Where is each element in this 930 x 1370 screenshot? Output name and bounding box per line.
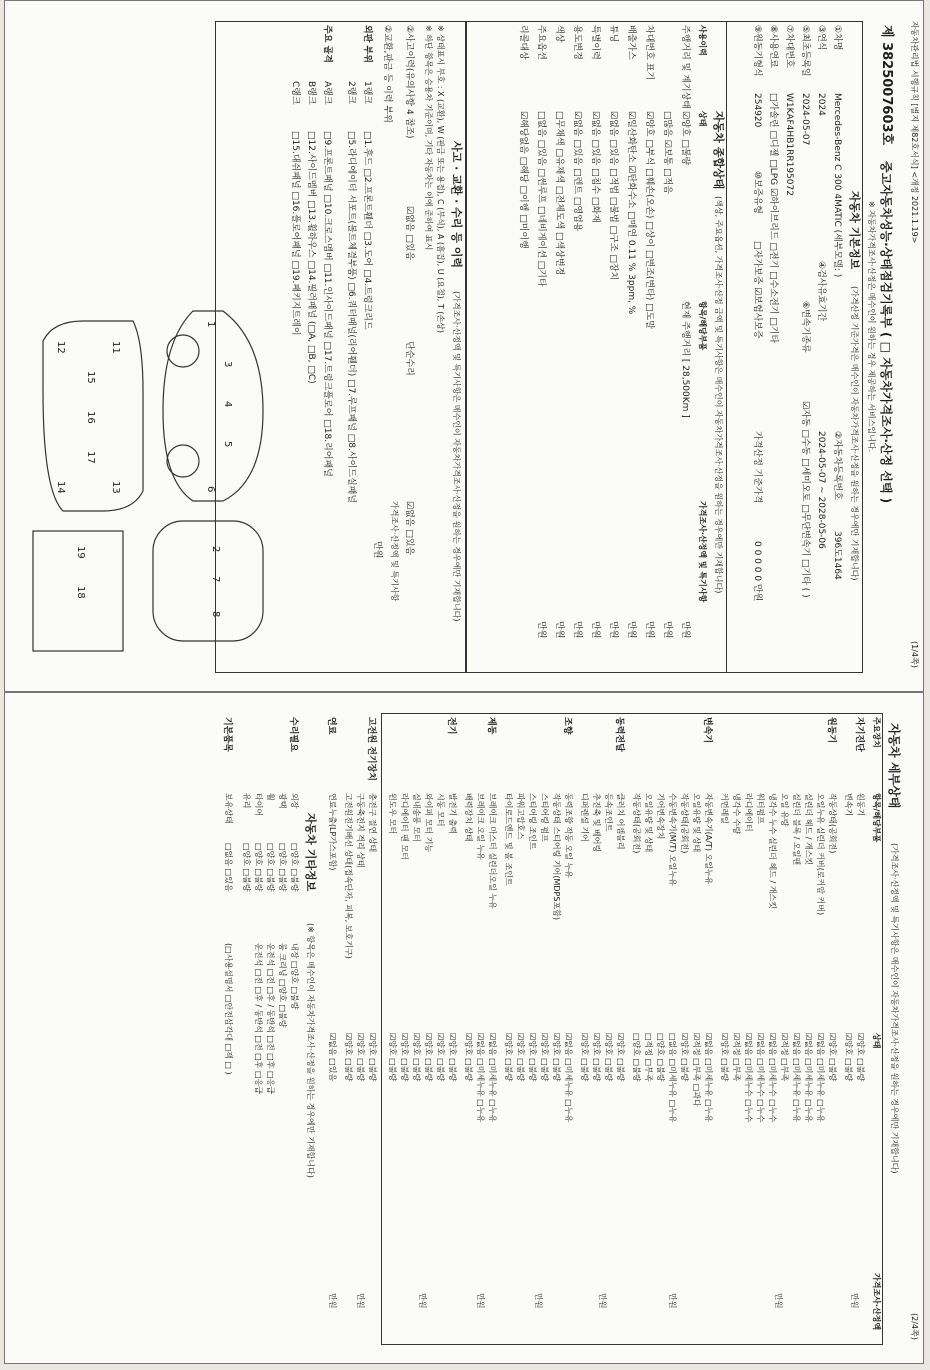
diagram-label: 7 bbox=[210, 576, 221, 583]
price-note-label: 가격조사·산정액 및 특기사항 bbox=[390, 501, 399, 602]
section-state: ☑없음 □미세누유 □누유 bbox=[804, 1033, 813, 1123]
section-part: 시동 모터 bbox=[436, 793, 445, 827]
section-part: 변속기 bbox=[844, 793, 853, 817]
column-amount: 가격조사·산정액 bbox=[872, 1273, 881, 1331]
column-state: 상태 bbox=[698, 111, 707, 127]
column-device: 주요장치 bbox=[872, 717, 881, 748]
summary-row-label: 주요옵션 bbox=[536, 25, 546, 60]
section-part: 동력조향 작동 오일 누유 bbox=[564, 793, 573, 878]
diagram-label: 16 bbox=[85, 411, 96, 424]
summary-row-status: ☑없음 □있음 □침수 □화재 bbox=[590, 111, 600, 223]
section-part: 실린더 블록 / 오일팬 bbox=[792, 793, 801, 866]
car-wheel bbox=[167, 445, 199, 477]
part-grade: 1랭크 bbox=[362, 81, 372, 105]
other-state: □양호 □불량 bbox=[242, 843, 251, 892]
summary-row-note: 만원 bbox=[662, 621, 672, 639]
summary-row-note: 만원 bbox=[644, 621, 654, 639]
section-part: 워터펌프 bbox=[756, 793, 765, 824]
value-registration-no: 396도1464 bbox=[832, 531, 842, 580]
section-part: 수동변속기(M/T) 오일누유 bbox=[668, 793, 677, 886]
section-state: ☑양호 □불량 bbox=[400, 1033, 409, 1082]
value-base-price: 0 0 0 0 0 만원 bbox=[752, 541, 762, 602]
section-state: ☑양호 □불량 bbox=[464, 1033, 473, 1082]
diagram-label: 5 bbox=[222, 441, 233, 448]
column-part: 항목/해당부품 bbox=[698, 301, 707, 351]
basic-info-heading: 자동차 기본정보 bbox=[848, 191, 861, 270]
section-state: ☑양호 □불량 bbox=[604, 1033, 613, 1082]
label-engine-type: ⑨원동기형식 bbox=[752, 25, 762, 77]
other-state: □양호 □불량 bbox=[254, 843, 263, 892]
other-detail: 운전석 □전 □후 / 동반석 □전 □후 □응급 bbox=[266, 943, 275, 1095]
label-warranty: ⑩보증유형 bbox=[752, 171, 762, 214]
section-state: ☑없음 □미세누유 □누유 bbox=[704, 1033, 713, 1123]
section-state: ☑양호 □불량 bbox=[540, 1033, 549, 1082]
value-year: 2024 bbox=[816, 93, 826, 116]
value-inspection-period: 2024-05-07 ~ 2028-05-06 bbox=[816, 431, 826, 549]
other-part: 보유상태 bbox=[224, 793, 233, 824]
diagram-label: 1 bbox=[205, 321, 216, 328]
section-state: ☑양호 □불량 bbox=[580, 1033, 589, 1082]
summary-row-status: ☑양호 □불량 bbox=[680, 111, 690, 166]
diagram-label: 15 bbox=[85, 371, 96, 384]
section-state: ☑양호 □불량 bbox=[412, 1033, 421, 1082]
section-state: ☑양호 □불량 bbox=[424, 1033, 433, 1082]
section-part: 브레이크 오일 누유 bbox=[476, 793, 485, 860]
summary-row-status: ☑일산화탄소 ☑탄화수소 □매연 0.11 % 3ppm, % bbox=[626, 111, 636, 315]
diagram-label: 4 bbox=[222, 401, 233, 408]
section-amount: 만원 bbox=[356, 1293, 365, 1309]
section-state: ☑양호 □불량 bbox=[844, 1033, 853, 1082]
section-part: 작동상태 스티어링 기어(MDPS포함) bbox=[552, 793, 561, 921]
section-part: 원동기 bbox=[856, 793, 865, 817]
page-1-content bbox=[5, 1, 923, 691]
section-state: ☑없음 □미세누수 □누수 bbox=[744, 1033, 753, 1123]
section-state: ☑없음 □미세누수 □누수 bbox=[756, 1033, 765, 1123]
diagram-label: 2 bbox=[210, 546, 221, 553]
section-name: 원동기 bbox=[826, 717, 836, 744]
summary-row-label: 용도변경 bbox=[572, 25, 582, 60]
section-state: ☑양호 □불량 bbox=[616, 1033, 625, 1082]
other-row-label: 수리필요 bbox=[288, 717, 298, 752]
part-items: □1.후드 □2.프론트휀더 □3.도어 □4.트렁크리드 bbox=[362, 131, 372, 330]
other-detail: 룸 크리닝 □양호 □불량 bbox=[278, 943, 287, 1028]
page-number: (1/4쪽) bbox=[910, 641, 919, 668]
part-items: □9.프론트패널 □10.크로스멤버 □11.인사이드패널 □17.트렁크플로어 □18.리어패널 bbox=[322, 131, 332, 477]
section-part: 충전구 절연 상태 bbox=[368, 793, 377, 853]
section-state: ☑양호 □불량 bbox=[368, 1033, 377, 1082]
column-part: 항목/해당부품 bbox=[872, 793, 881, 843]
section-part: 연료누출(LP가스포함) bbox=[328, 793, 337, 871]
section-state: ☑없음 □미세누유 □누유 bbox=[564, 1033, 573, 1123]
summary-row-label: 배출가스 bbox=[626, 25, 636, 60]
section-state: ☑없음 □미세누유 □누유 bbox=[476, 1033, 485, 1123]
vehicle-note: ※ 하단 항목은 승용차 기준이며, 기타 자동차는 이에 준하여 표시 bbox=[424, 25, 433, 251]
section-amount: 만원 bbox=[668, 1293, 677, 1309]
value-engine-type: 254920 bbox=[752, 93, 762, 128]
part-grade: C랭크 bbox=[290, 81, 300, 105]
label-inspection-period: ④검사유효기간 bbox=[816, 261, 826, 322]
section-part: 등속조인트 bbox=[604, 793, 613, 832]
section-part: 자동변속기(A/T) 오일누유 bbox=[704, 793, 713, 885]
section-name: 동력전달 bbox=[614, 717, 624, 752]
diagram-label: 18 bbox=[75, 586, 86, 599]
section-name: 전기 bbox=[446, 717, 456, 735]
page-1-sheet bbox=[4, 0, 924, 692]
section-name: 변속기 bbox=[702, 717, 712, 744]
section-name: 연료 bbox=[326, 717, 336, 735]
car-side-outline bbox=[163, 311, 263, 501]
section-part: 작동상태(공회전) bbox=[828, 793, 837, 854]
section-name: 고전원 전기장치 bbox=[366, 717, 376, 781]
part-grade: A랭크 bbox=[322, 81, 332, 105]
section-state: ☑없음 □미세누유 □누유 bbox=[816, 1033, 825, 1123]
section-name: 자기진단 bbox=[854, 717, 864, 752]
section-part: 오일 유량 bbox=[780, 793, 789, 827]
section-part: 브레이크 마스터 실린더오일 누유 bbox=[488, 793, 497, 909]
car-wheel bbox=[167, 335, 199, 367]
section-state: ☑양호 □불량 bbox=[504, 1033, 513, 1082]
summary-row-note: 만원 bbox=[680, 621, 690, 639]
summary-row-status: ☑양호 □부식 □훼손(오손) □상이 □변조(변타) □도말 bbox=[644, 111, 654, 330]
part-rank: 외판 부위 bbox=[362, 25, 372, 63]
section-state: ☑없음 □미세누유 □누유 bbox=[488, 1033, 497, 1123]
basic-info-note: (가격산정 기준가격은 매수인이 자동차가격조사·산정을 원하는 경우에만 기재합니다) bbox=[850, 286, 859, 581]
label-base-price: 가격산정 기준가격 bbox=[752, 431, 762, 504]
section-name: 조향 bbox=[562, 717, 572, 735]
section-amount: 만원 bbox=[476, 1293, 485, 1309]
section-part: 오일유량 및 상태 bbox=[644, 793, 653, 853]
accident-heading: 사고 · 교환 · 수리 등 이력 bbox=[450, 141, 463, 268]
summary-row-label: 색상 bbox=[554, 25, 564, 43]
top-legal-note: 자동차관리법 시행규칙 [별지 제82호서식] <개정 2021.1.19> bbox=[910, 21, 919, 244]
diagram-label: 17 bbox=[85, 451, 96, 464]
section-state: ☑양호 □불량 bbox=[436, 1033, 445, 1082]
section-part: 타이로드엔드 및 볼 조인트 bbox=[504, 793, 513, 886]
section-amount: 만원 bbox=[328, 1293, 337, 1309]
exchange-heading: ②교환,판금 등 이력 부위 bbox=[382, 25, 392, 123]
section-state: ☑없음 □미세누수 □누수 bbox=[768, 1033, 777, 1123]
section-part: 클러치 어셈블리 bbox=[616, 793, 625, 850]
section-part: 냉각수 누수 실린더 헤드 / 개스킷 bbox=[768, 793, 777, 909]
section-part: 구동축전지 격리 상태 bbox=[356, 793, 365, 868]
part-rank: 주요 골격 bbox=[322, 25, 332, 63]
label-car-name: ①차명 bbox=[832, 25, 842, 51]
section-state: ☑적정 □부족 bbox=[780, 1033, 789, 1082]
other-part: 외장 bbox=[290, 793, 299, 809]
section-part: 윈도우 모터 bbox=[388, 793, 397, 835]
section-state: ☑적정 □부족 □과다 bbox=[692, 1033, 701, 1107]
section-part: 작동상태(공회전) bbox=[632, 793, 641, 854]
detail-heading: 자동차 세부상태 bbox=[887, 723, 901, 809]
page-number: (2/4쪽) bbox=[910, 1313, 919, 1340]
section-state: ☑양호 □불량 bbox=[516, 1033, 525, 1082]
section-state: ☑적정 □부족 bbox=[732, 1033, 741, 1082]
value-car-name: Mercedes-Benz C 300 4MATIC (세부모델: ) bbox=[832, 93, 842, 278]
other-part: 휠 bbox=[266, 793, 275, 801]
car-top-outline bbox=[153, 521, 263, 641]
value-first-registration: 2024-05-07 bbox=[800, 93, 810, 146]
document-subtitle: ※ 자동차가격조사·산정은 매수인이 원하는 경우 제공하는 서비스입니다. bbox=[867, 201, 876, 453]
summary-row-label: 차대번호 표기 bbox=[644, 25, 654, 81]
part-items: □15.대쉬패널 □16.플로어패널 □19.패키지트레이 bbox=[290, 131, 300, 336]
section-state: ☑양호 □불량 bbox=[828, 1033, 837, 1082]
other-part: 유리 bbox=[242, 793, 251, 809]
section-part: 스티어링 조인트 bbox=[528, 793, 537, 850]
section-part: 디퍼렌셜 기어 bbox=[580, 793, 589, 842]
diagram-label: 19 bbox=[75, 546, 86, 559]
section-part: 와이퍼 모터 기능 bbox=[424, 793, 433, 853]
section-part: 커먼레일 bbox=[720, 793, 729, 824]
summary-row-note: 만원 bbox=[572, 621, 582, 639]
other-detail: (□사용설명서 □안전삼각대 □잭 □ ) bbox=[224, 943, 233, 1075]
document-title: 중고자동차성능·상태점검기록부 ( □ 자동차가격조사·산정 선택 ) bbox=[879, 161, 893, 504]
part-grade: B랭크 bbox=[306, 81, 316, 105]
accident-heading-note: (가격조사·산정액 및 특기사항은 매수인이 자동차가격조사·산정을 원하는 경우에만 기재합니다) bbox=[452, 291, 461, 622]
accident-history-label: ②사고이력(유의사항 4 참조) bbox=[404, 25, 414, 139]
other-state: □양호 □불량 bbox=[278, 843, 287, 892]
section-part: 파워고압호스 bbox=[516, 793, 525, 840]
section-state: ☑양호 □불량 bbox=[720, 1033, 729, 1082]
label-fuel: ⑧사용연료 bbox=[768, 25, 778, 68]
section-part: 발전기 출력 bbox=[448, 793, 457, 835]
symbol-note: ※ 상태표시 부호 : X (교환), W (판금 또는 용접), C (부식), A (흠집), U (요철), T (손상) bbox=[436, 25, 445, 334]
other-part: 타이어 bbox=[254, 793, 263, 817]
document-number: 제 3825007603호 bbox=[879, 25, 894, 146]
section-state: ☑양호 □불량 bbox=[388, 1033, 397, 1082]
price-unit: 만원 bbox=[372, 541, 382, 559]
value-transmission: ☑자동 □수동 □세미오토 □무단변속기 □기타 ( ) bbox=[800, 401, 810, 598]
detail-heading-note: (가격조사·산정액 및 특기사항은 매수인이 자동차가격조사·산정을 원하는 경우에만 기재합니다) bbox=[890, 843, 899, 1174]
summary-row-note: 만원 bbox=[554, 621, 564, 639]
part-items: □5.라디에이터 서포트(볼트체결부품) □6.쿼터패널(리어휀더) □7.루프패널 □8.사이드실패널 bbox=[346, 131, 356, 504]
section-part: 실린더 헤드 / 개스킷 bbox=[804, 793, 813, 866]
label-transmission: ⑥변속기종류 bbox=[800, 301, 810, 353]
section-state: ☑양호 □불량 bbox=[356, 1033, 365, 1082]
section-state: ☑양호 □불량 bbox=[680, 1033, 689, 1082]
value-warranty: □자가보증 ☑보험사보증 bbox=[752, 241, 762, 339]
section-part: 고전원전기배선 상태(접속단자, 피복, 보호기구) bbox=[344, 793, 353, 959]
diagram-label: 12 bbox=[55, 341, 66, 354]
column-state: 상태 bbox=[872, 1033, 881, 1049]
label-registration-no: ②자동차등록번호 bbox=[832, 431, 842, 500]
section-state: □양호 □불량 bbox=[632, 1033, 641, 1082]
status-summary-note: (색상, 주요옵션, 가격조사·산정 금액 및 특기사항은 매수인이 자동차가격조사·산정을 원하는 경우에만 기재합니다) bbox=[714, 196, 723, 594]
section-state: ☑양호 □불량 bbox=[528, 1033, 537, 1082]
section-amount: 만원 bbox=[534, 1293, 543, 1309]
section-state: ☑없음 □미세누유 □누유 bbox=[792, 1033, 801, 1123]
part-grade: 2랭크 bbox=[346, 81, 356, 105]
summary-row-status: □많음 ☑보통 □적음 bbox=[662, 111, 672, 194]
car-diagram bbox=[13, 301, 283, 671]
section-part: 스티어링 펌프 bbox=[540, 793, 549, 842]
section-amount: 만원 bbox=[418, 1293, 427, 1309]
summary-row-status: □무채색 □유채색 □전체도색 □색상변경 bbox=[554, 111, 564, 276]
other-state: □양호 □불량 bbox=[266, 843, 275, 892]
section-state: ☑양호 □불량 bbox=[856, 1033, 865, 1082]
status-summary-heading: 자동차 종합상태 bbox=[712, 111, 725, 190]
other-row-label: 기본품목 bbox=[222, 717, 232, 752]
summary-row-status: □없음 □있음 □썬루프 □네비게이션 □기타 bbox=[536, 111, 546, 287]
label-first-registration: ⑤최초등록일 bbox=[800, 25, 810, 77]
label-year: ③연식 bbox=[816, 25, 826, 51]
section-state: ☑양호 □불량 bbox=[552, 1033, 561, 1082]
other-detail: 운전석 □전 □후 / 동반석 □전 □후 □응급 bbox=[254, 943, 263, 1095]
diagram-label: 13 bbox=[110, 481, 121, 494]
section-part: 오일누유 실린더 커버(로커암 커버) bbox=[816, 793, 825, 916]
summary-row-detail: 현재 주행거리 [ 28,500Km ] bbox=[680, 301, 690, 418]
summary-row-status: ☑해당없음 □해당 □이행 □미이행 bbox=[518, 111, 528, 249]
other-part: 광택 bbox=[278, 793, 287, 809]
section-state: ☑양호 □불량 bbox=[448, 1033, 457, 1082]
section-amount: 만원 bbox=[774, 1293, 783, 1309]
summary-row-label: 리콜대상 bbox=[518, 25, 528, 60]
section-part: 배력장치 상태 bbox=[464, 793, 473, 842]
section-state: □양호 □불량 bbox=[656, 1033, 665, 1082]
section-name: 제동 bbox=[486, 717, 496, 735]
summary-row-label: 튜닝 bbox=[608, 25, 618, 43]
value-vin: W1KAF4HB1RR195072 bbox=[784, 93, 794, 196]
summary-row-note: 만원 bbox=[590, 621, 600, 639]
column-price: 가격조사·산정액 및 특기사항 bbox=[698, 501, 707, 603]
section-state: □적정 □부족 bbox=[644, 1033, 653, 1082]
section-amount: 만원 bbox=[598, 1293, 607, 1309]
section-part: 라디에이터 팬 모터 bbox=[400, 793, 409, 860]
summary-row-label: 주행거리 및 계기상태 bbox=[680, 25, 690, 109]
value-fuel: □가솔린 □디젤 □LPG ☑하이브리드 □전기 □수소전기 □기타 bbox=[768, 93, 778, 344]
section-state: ☑양호 □불량 bbox=[592, 1033, 601, 1082]
diagram-label: 3 bbox=[222, 361, 233, 368]
section-part: 기어변속장치 bbox=[656, 793, 665, 840]
section-part: 실내송풍 모터 bbox=[412, 793, 421, 842]
section-state: ☑없음 □있음 bbox=[328, 1033, 337, 1082]
section-part: 작동상태(공회전) bbox=[680, 793, 689, 854]
accident-history-value: ☑없음 □있음 bbox=[404, 206, 414, 261]
page-2-content bbox=[5, 693, 923, 1363]
section-amount: 만원 bbox=[850, 1293, 859, 1309]
summary-row-note: 만원 bbox=[536, 621, 546, 639]
section-part: 라디에이터 bbox=[744, 793, 753, 832]
diagram-label: 6 bbox=[205, 486, 216, 493]
section-state: ☑양호 □불량 bbox=[344, 1033, 353, 1082]
diagram-label: 8 bbox=[210, 611, 221, 618]
summary-row-status: ☑없음 □있음 □적법 □불법 □구조 □장치 bbox=[608, 111, 618, 281]
summary-row-label: 특별이력 bbox=[590, 25, 600, 60]
other-heading: 자동차 기타정보 bbox=[304, 813, 317, 892]
other-state: □없음 □있음 bbox=[224, 843, 233, 892]
page-2-sheet bbox=[4, 692, 924, 1364]
summary-row-status: ☑없음 □있음 □렌트 □영업용 bbox=[572, 111, 582, 232]
section-state: □없음 □미세누유 □누유 bbox=[668, 1033, 677, 1123]
other-heading-note: (※ 항목은 매수인이 자동차가격조사·산정을 원하는 경우에만 기재합니다) bbox=[306, 923, 315, 1178]
other-state: □양호 □불량 bbox=[290, 843, 299, 892]
summary-row-note: 만원 bbox=[626, 621, 636, 639]
section-part: 오일유량 및 상태 bbox=[692, 793, 701, 853]
diagram-label: 11 bbox=[110, 341, 121, 354]
simple-repair-value: ☑없음 □있음 bbox=[404, 501, 414, 556]
part-items: □12.사이드멤버 □13.휠하우스 □14.필러패널 (□A, □B, □C) bbox=[306, 131, 316, 384]
other-detail: 내장 □양호 □불량 bbox=[290, 943, 299, 1010]
section-part: 추진축 및 베어링 bbox=[592, 793, 601, 853]
simple-repair-label: 단순수리 bbox=[404, 341, 414, 376]
column-history: 사용이력 bbox=[698, 25, 707, 56]
label-vin: ⑦차대번호 bbox=[784, 25, 794, 68]
diagram-label: 14 bbox=[55, 481, 66, 494]
summary-row-note: 만원 bbox=[608, 621, 618, 639]
section-part: 냉각수 수량 bbox=[732, 793, 741, 835]
